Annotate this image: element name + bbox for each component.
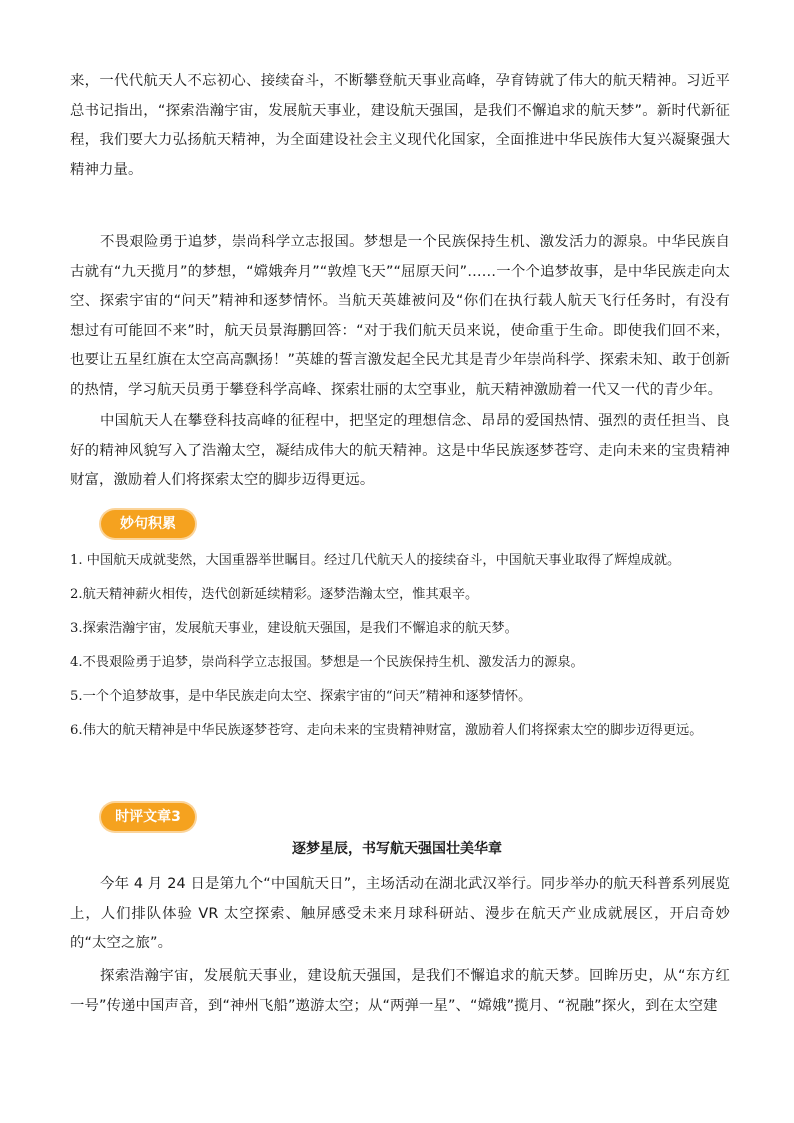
body-paragraph: 不畏艰险勇于追梦，崇尚科学立志报国。梦想是一个民族保持生机、激发活力的源泉。中华民族自古就有“九天揽月”的梦想，“嫦娥奔月”“敦煌飞天”“屈原天问”……一个个追梦故事，是中华民族走向太空、探索宇宙的“问天”精神和逐梦情怀。当航天英雄被问及“你们在执行载人航天飞行任务时，有没有想过有可能回不来”时，航天员景海鹏回答：“对于我们航天员来说，使命重于生命。即使我们回不来，也要让五星红旗在太空高高飘扬！”英雄的誓言激发起全民尤其是青少年崇尚科学、探索未知、敢于创新的热情，学习航天员勇于攀登科学高峰、探索壮丽的太空事业，航天精神激励着一代又一代的青少年。: [70, 234, 730, 398]
list-item: 2.航天精神薪火相传，迭代创新延续精彩。逐梦浩瀚太空，惟其艰辛。: [70, 587, 479, 602]
body-paragraph: 今年 4 月 24 日是第九个“中国航天日”，主场活动在湖北武汉举行。同步举办的航天科普系列展览上，人们排队体验 VR 太空探索、触屏感受未来月球科研站、漫步在航天产业成就展区，开启奇妙的“太空之旅”。: [70, 876, 730, 951]
list-item: 6.伟大的航天精神是中华民族逐梦苍穹、走向未来的宝贵精神财富，激励着人们将探索太空的脚步迈得更远。: [70, 723, 703, 738]
list-item: 3.探索浩瀚宇宙，发展航天事业，建设航天强国，是我们不懈追求的航天梦。: [70, 621, 518, 636]
section-badge-article: 时评文章3: [101, 803, 195, 831]
body-paragraph: 中国航天人在攀登科技高峰的征程中，把坚定的理想信念、昂昂的爱国热情、强烈的责任担当、良好的精神风貌写入了浩瀚太空，凝结成伟大的航天精神。这是中华民族逐梦苍穹、走向未来的宝贵精神财富，激励着人们将探索太空的脚步迈得更远。: [70, 413, 730, 488]
list-item: 5.一个个追梦故事，是中华民族走向太空、探索宇宙的“问天”精神和逐梦情怀。: [70, 689, 532, 704]
sentence-list: [70, 546, 730, 750]
list-item: 1. 中国航天成就斐然，大国重器举世瞩目。经过几代航天人的接续奋斗，中国航天事业取得了辉煌成就。: [70, 553, 681, 568]
section-badge-sentences: 妙句积累: [101, 510, 195, 538]
body-paragraph: 来，一代代航天人不忘初心、接续奋斗，不断攀登航天事业高峰，孕育铸就了伟大的航天精神。习近平总书记指出，“探索浩瀚宇宙，发展航天事业，建设航天强国，是我们不懈追求的航天梦”。新时代新征程，我们要大力弘扬航天精神，为全面建设社会主义现代化国家，全面推进中华民族伟大复兴凝聚强大精神力量。: [70, 73, 730, 178]
list-item: 4.不畏艰险勇于追梦，崇尚科学立志报国。梦想是一个民族保持生机、激发活力的源泉。: [70, 655, 584, 670]
article-title: 逐梦星辰，书写航天强国壮美华章: [292, 841, 502, 857]
body-paragraph: 探索浩瀚宇宙，发展航天事业，建设航天强国，是我们不懈追求的航天梦。回眸历史，从“东方红一号”传递中国声音，到“神州飞船”遨游太空；从“两弹一星”、“嫦娥”揽月、“祝融”探火，到在太空建: [70, 968, 730, 1014]
